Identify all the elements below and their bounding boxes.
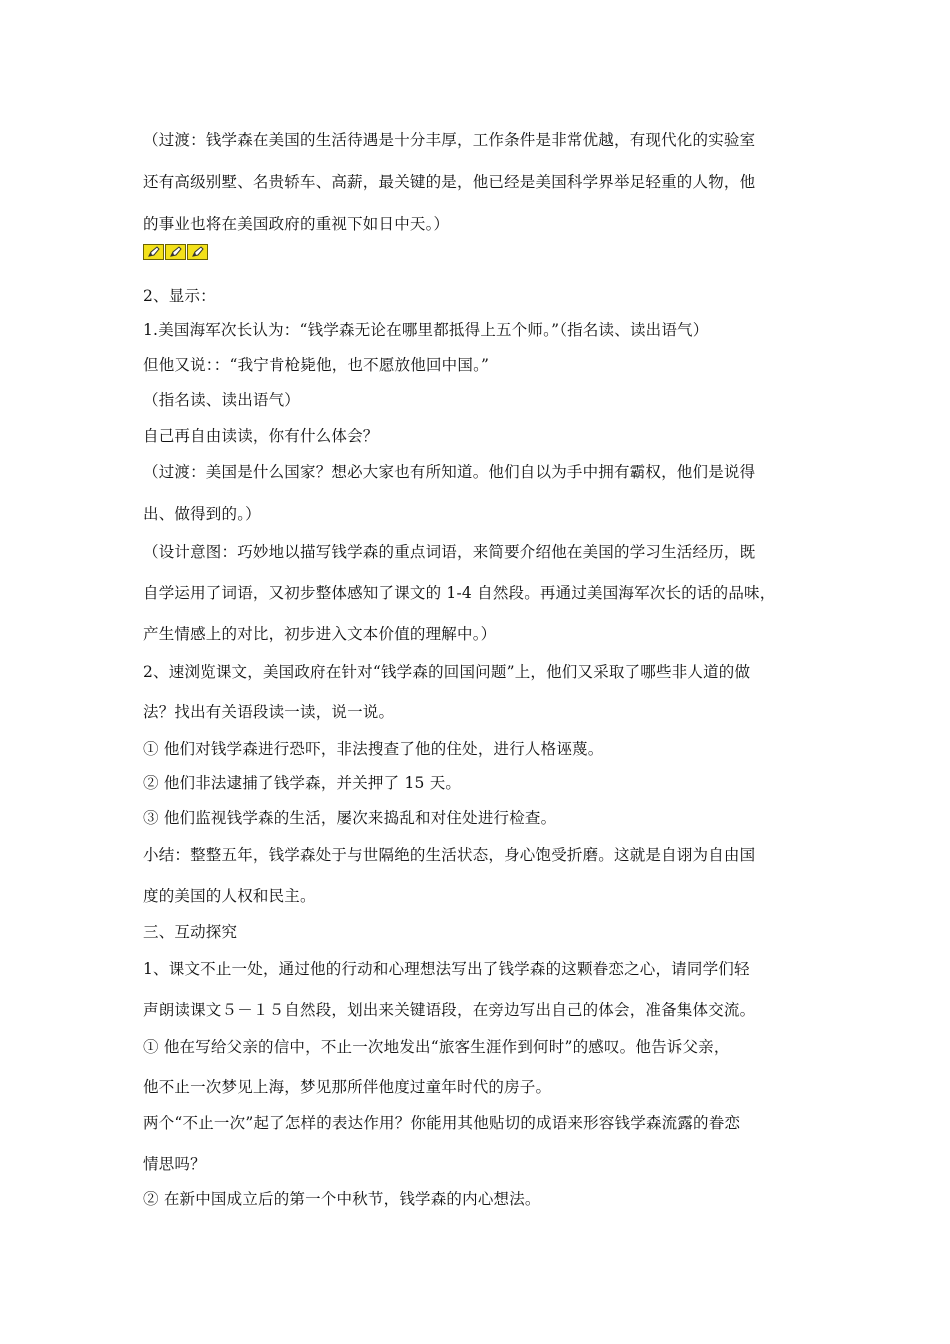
list-item: ② 他们非法逮捕了钱学森，并关押了 15 天。 <box>143 774 462 792</box>
paragraph-line: 情思吗？ <box>143 1155 206 1173</box>
icon-strip <box>143 244 208 261</box>
paragraph-line: （设计意图：巧妙地以描写钱学森的重点词语，来简要介绍他在美国的学习生活经历，既 <box>143 543 756 561</box>
paragraph-line: 自学运用了词语，又初步整体感知了课文的 1-4 自然段。再通过美国海军次长的话的品味， <box>143 584 776 602</box>
paragraph-line: 他不止一次梦见上海，梦见那所伴他度过童年时代的房子。 <box>143 1078 552 1096</box>
paragraph-line: 声朗读课文５－１５自然段，划出来关键语段，在旁边写出自己的体会，准备集体交流。 <box>143 1001 756 1019</box>
paragraph-line: ① 他在写给父亲的信中，不止一次地发出“旅客生涯作到何时”的感叹。他告诉父亲， <box>143 1038 730 1056</box>
paragraph-line: ② 在新中国成立后的第一个中秋节，钱学森的内心想法。 <box>143 1190 541 1208</box>
paragraph-line: 但他又说：：“我宁肯枪毙他，也不愿放他回中国。” <box>143 356 490 374</box>
list-item: ③ 他们监视钱学森的生活，屡次来捣乱和对住处进行检查。 <box>143 809 557 827</box>
paragraph-line: 2、速浏览课文，美国政府在针对“钱学森的回国问题”上，他们又采取了哪些非人道的做 <box>143 663 751 681</box>
paragraph-line: （指名读、读出语气） <box>143 391 301 409</box>
paragraph-line: 产生情感上的对比，初步进入文本价值的理解中。） <box>143 625 497 643</box>
list-item: ① 他们对钱学森进行恐吓，非法搜查了他的住处，进行人格诬蔑。 <box>143 740 604 758</box>
paragraph-line: 出、做得到的。） <box>143 505 261 523</box>
paragraph-line: 法？找出有关语段读一读，说一说。 <box>143 703 395 721</box>
paragraph-line: 度的美国的人权和民主。 <box>143 887 316 905</box>
paragraph-line: 1.美国海军次长认为：“钱学森无论在哪里都抵得上五个师。”（指名读、读出语气） <box>143 321 709 339</box>
paragraph-line: 两个“不止一次”起了怎样的表达作用？你能用其他贴切的成语来形容钱学森流露的眷恋 <box>143 1114 741 1132</box>
section-heading: 2、显示： <box>143 287 216 305</box>
section-heading: 三、互动探究 <box>143 923 238 941</box>
pencil-icon <box>187 244 208 260</box>
pencil-icon <box>143 244 164 260</box>
paragraph-line: （过渡：钱学森在美国的生活待遇是十分丰厚，工作条件是非常优越，有现代化的实验室 <box>143 131 756 149</box>
paragraph-line: 的事业也将在美国政府的重视下如日中天。） <box>143 215 450 233</box>
paragraph-line: 1、课文不止一处，通过他的行动和心理想法写出了钱学森的这颗眷恋之心，请同学们轻 <box>143 960 750 978</box>
paragraph-line: 小结：整整五年，钱学森处于与世隔绝的生活状态，身心饱受折磨。这就是自诩为自由国 <box>143 846 756 864</box>
paragraph-line: 还有高级别墅、名贵轿车、高薪，最关键的是，他已经是美国科学界举足轻重的人物，他 <box>143 173 756 191</box>
paragraph-line: （过渡：美国是什么国家？想必大家也有所知道。他们自以为手中拥有霸权，他们是说得 <box>143 463 756 481</box>
pencil-icon <box>165 244 186 260</box>
paragraph-line: 自己再自由读读，你有什么体会？ <box>143 427 379 445</box>
